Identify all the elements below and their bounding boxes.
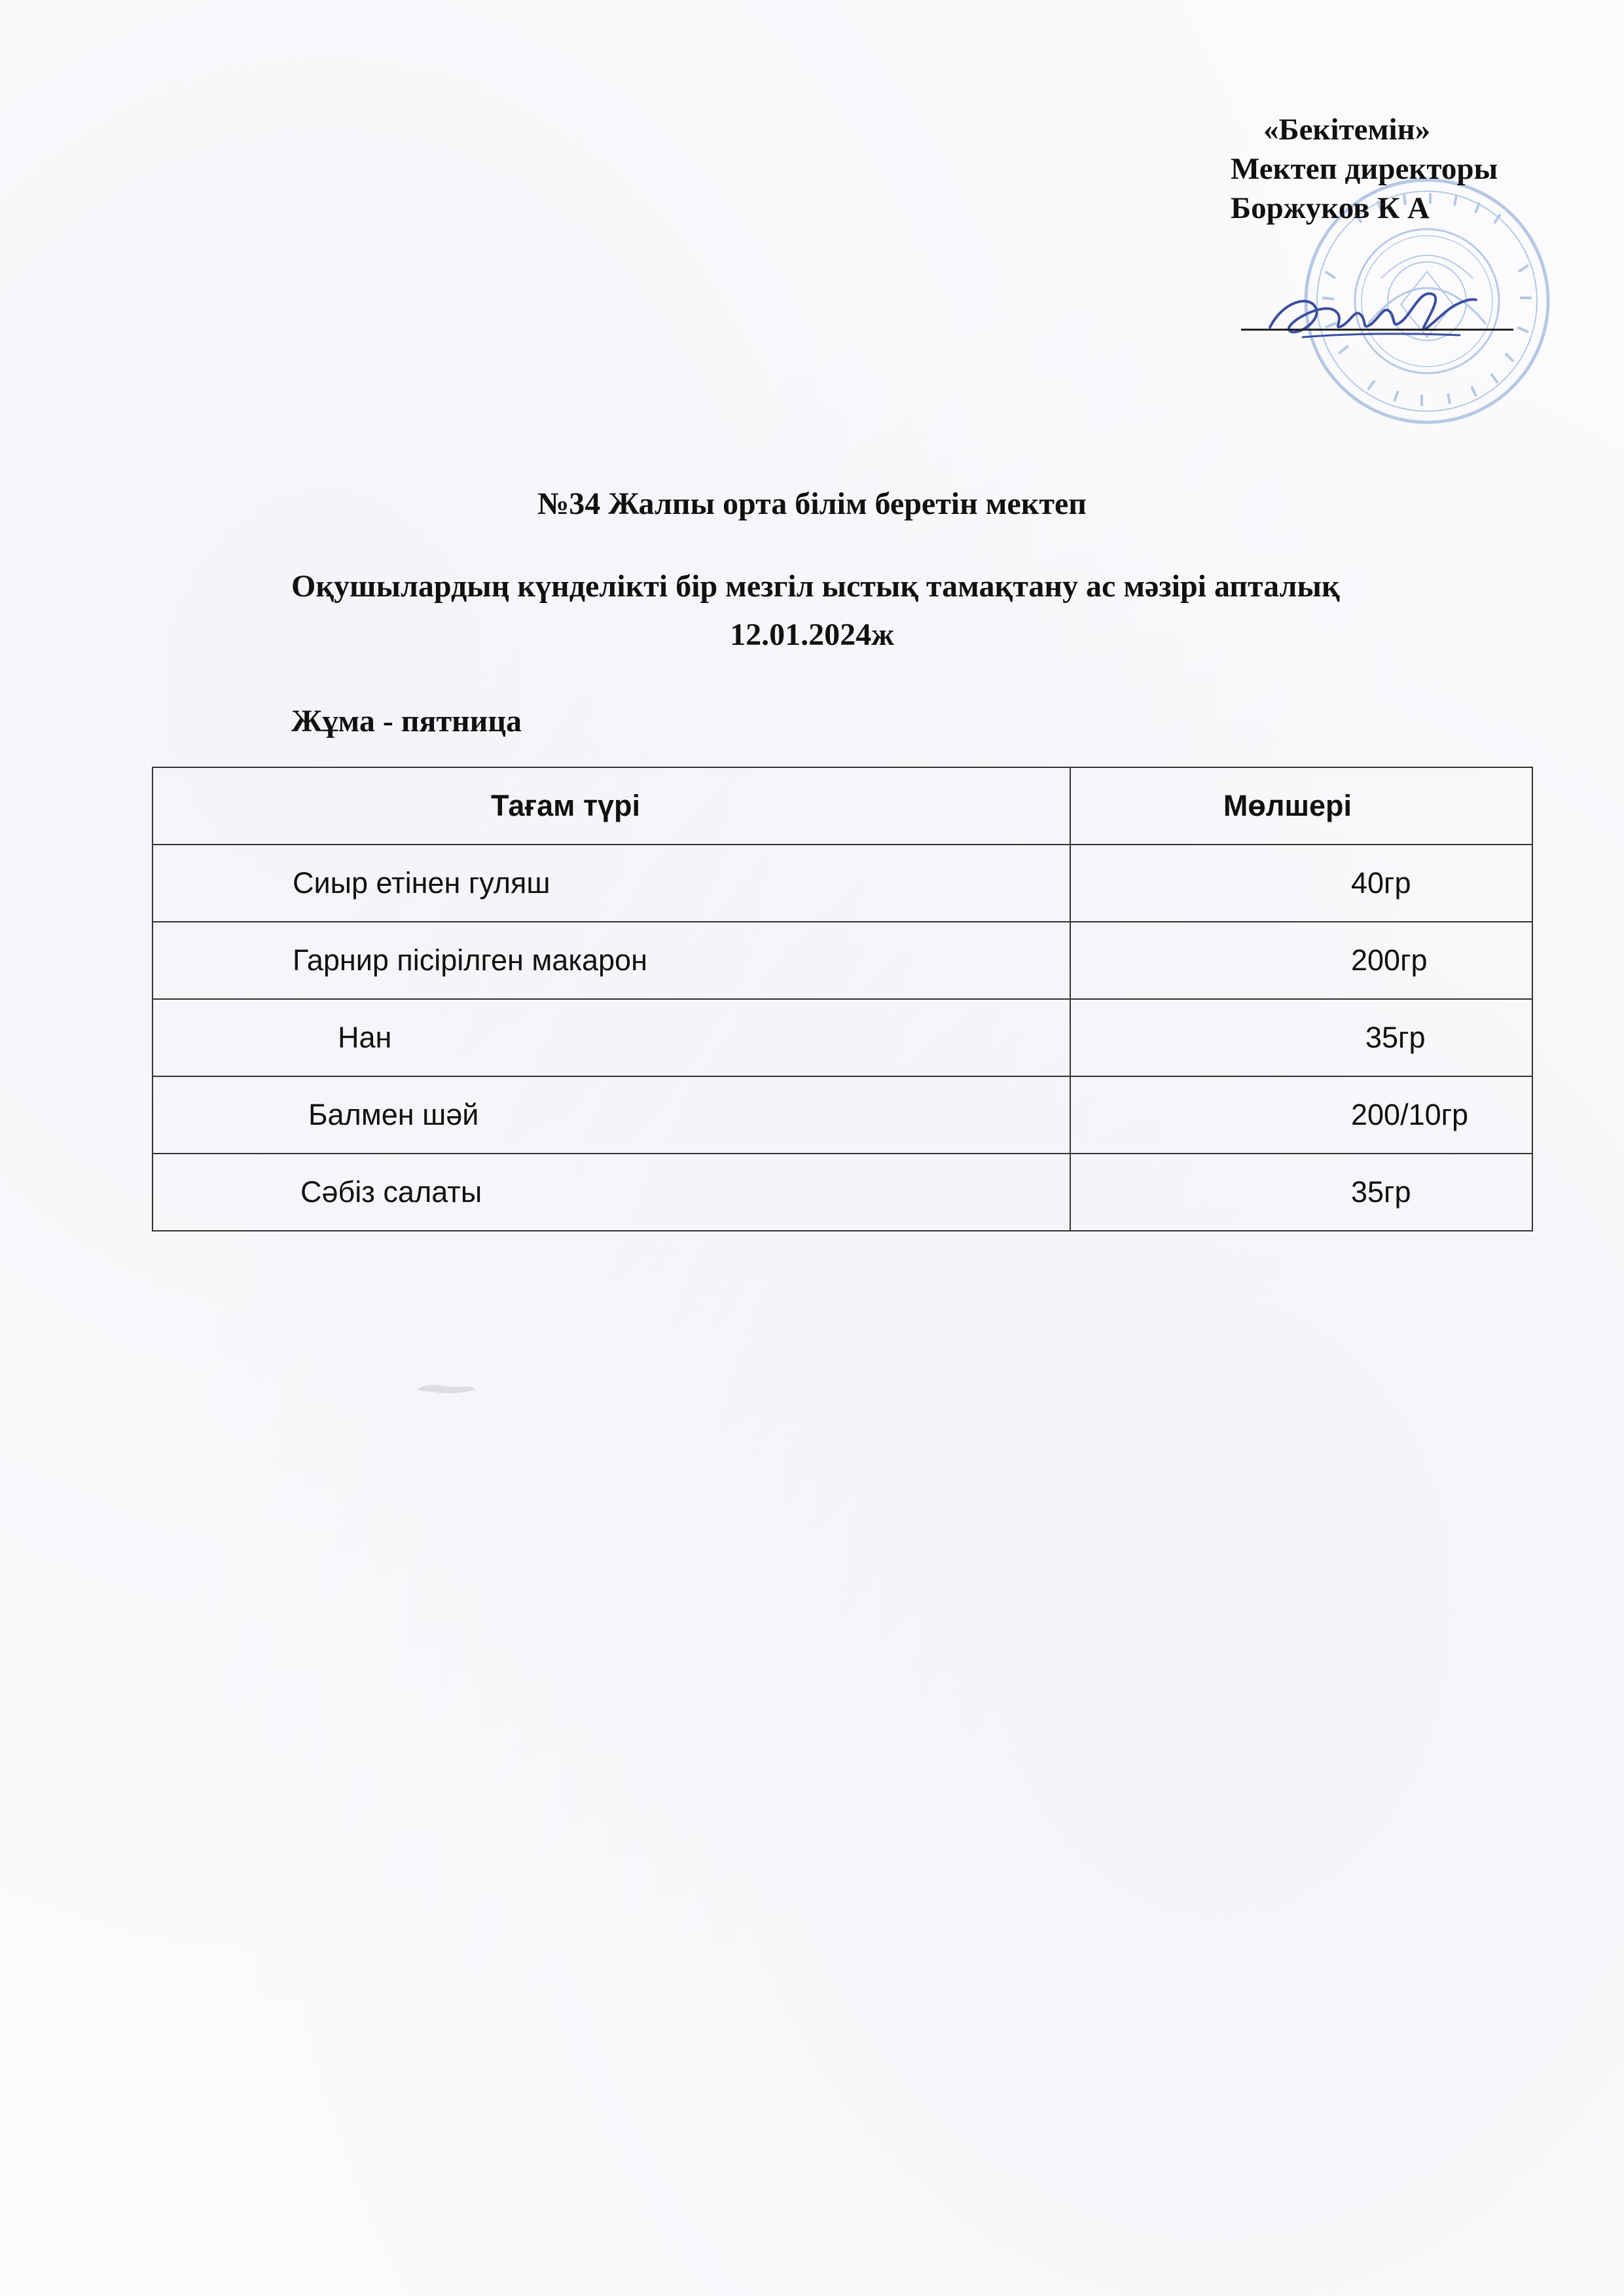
- approval-heading: «Бекітемін»: [1263, 113, 1431, 147]
- table-row: [153, 922, 1532, 999]
- menu-title: Оқушылардың күнделікті бір мезгіл ыстық тамақтану ас мәзірі апталық: [291, 569, 1340, 604]
- column-header-amount: Мөлшері: [1070, 767, 1532, 845]
- amount-cell: 35гр: [1070, 999, 1532, 1076]
- column-header-dish: Тағам түрі: [153, 767, 1070, 845]
- amount-cell: 35гр: [1070, 1154, 1532, 1231]
- weekday-label: Жұма - пятница: [291, 704, 522, 738]
- approver-name: Боржуков К А: [1231, 191, 1430, 225]
- table-row: [153, 1154, 1532, 1231]
- table-header-row: [153, 767, 1532, 845]
- signature-line: [1241, 329, 1513, 331]
- table-row: [153, 845, 1532, 922]
- amount-cell: 200гр: [1070, 922, 1532, 999]
- school-title: №34 Жалпы орта білім беретін мектеп: [537, 486, 1087, 521]
- dish-cell: Гарнир пісірілген макарон: [153, 922, 1070, 999]
- table-row: [153, 1076, 1532, 1154]
- amount-cell: 200/10гр: [1070, 1076, 1532, 1154]
- dish-cell: Сәбіз салаты: [153, 1154, 1070, 1231]
- menu-date: 12.01.2024ж: [730, 617, 894, 652]
- dish-cell: Сиыр етінен гуляш: [153, 845, 1070, 922]
- scan-speck: [414, 1380, 479, 1396]
- approver-position: Мектеп директоры: [1231, 152, 1498, 186]
- menu-table: [152, 767, 1533, 1231]
- amount-cell: 40гр: [1070, 845, 1532, 922]
- dish-cell: Нан: [153, 999, 1070, 1076]
- approval-block: [1231, 110, 1597, 228]
- table-row: [153, 999, 1532, 1076]
- dish-cell: Балмен шәй: [153, 1076, 1070, 1154]
- signature-icon: [1263, 275, 1479, 347]
